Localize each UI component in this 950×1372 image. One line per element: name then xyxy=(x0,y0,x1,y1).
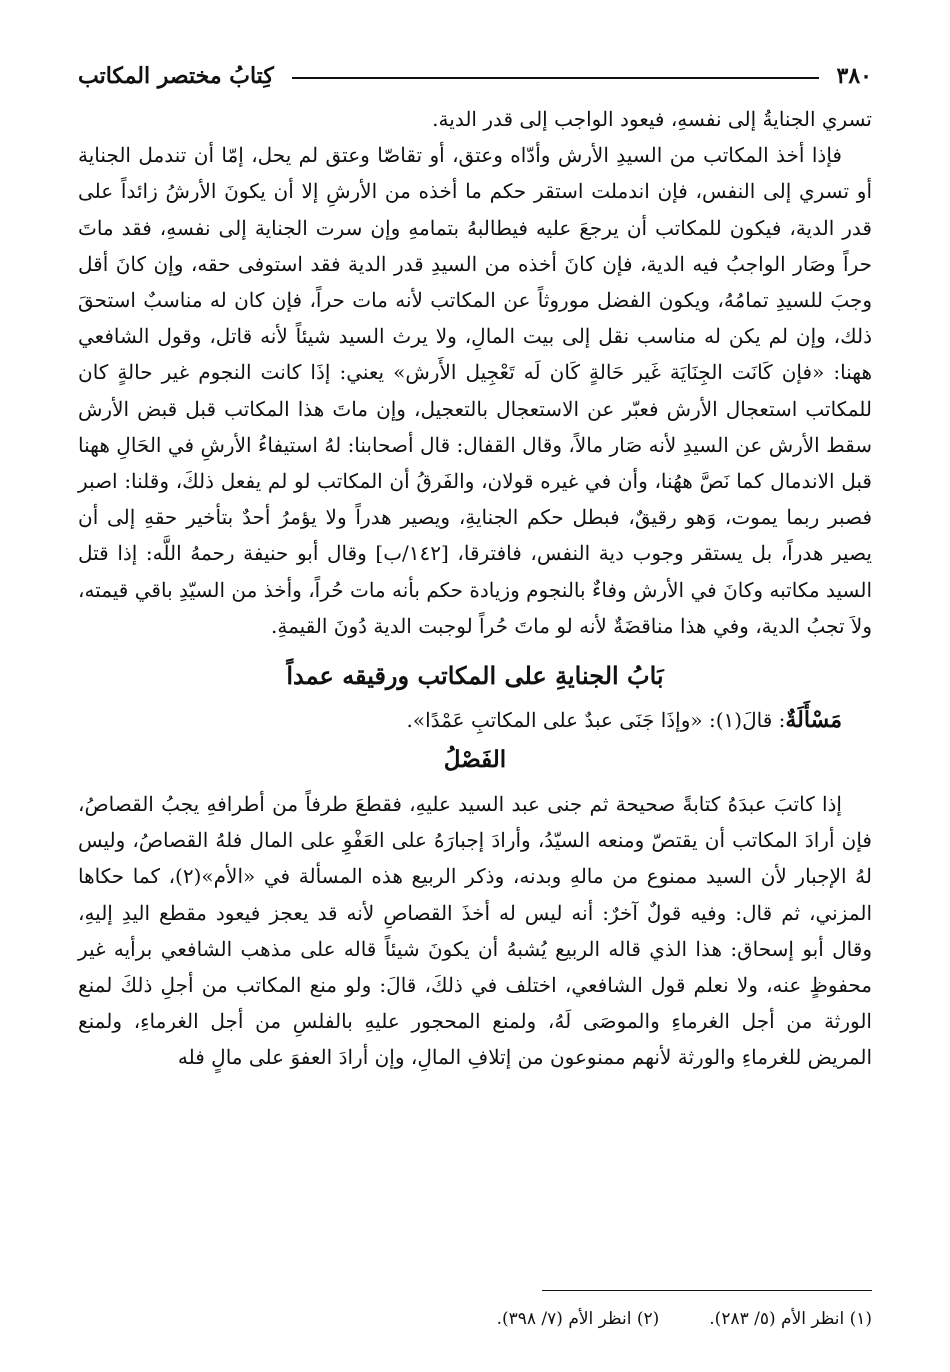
masala-line xyxy=(78,702,872,738)
section-heading: الفَصْلُ xyxy=(443,746,507,774)
paragraph-continuation: تسري الجنايةُ إلى نفسهِ، فيعود الواجب إلى قدر الدية. xyxy=(432,107,872,131)
header-rule xyxy=(292,77,819,79)
footnotes xyxy=(78,1306,872,1332)
footnote-1: (١) انظر الأم (٥/ ٢٨٣). xyxy=(709,1309,872,1329)
chapter-heading: بَابُ الجنايةِ على المكاتب ورقيقه عمداً xyxy=(286,661,664,691)
page-body xyxy=(78,101,872,1076)
footnote-rule xyxy=(542,1290,872,1291)
masala-term: مَسْأَلَةٌ xyxy=(785,707,842,734)
running-title: كِتابُ مختصر المكاتب xyxy=(78,63,274,89)
paragraph-main: فإذا أخذ المكاتب من السيدِ الأرش وأدّاه وعتق، أو تقاصّا وعتق لم يحل، إمّا أن تندمل الجناية أو تسري إلى النفس، فإن اندملت استقر حكم ما أخذه من الأرشِ إلا أن يكونَ الأرشُ زائداً على قدر الدية، فيكون للمكاتب أن يرجعَ عليه فيطالبهُ بتمامهِ وإن سرت الجناية إلى نفسهِ، فقد ماتَ حراً وصَار الواجبُ فيه الدية، فإن كانَ أخذه من السيدِ قدر الدية فقد استوفى حقه، وإن كانَ أقل وجبَ للسيدِ تمامُهُ، ويكون الفضل موروثاً عن المكاتب لأنه مات حراً، فإن كان له مناسبٌ استحقَ ذلك، وإن لم يكن له مناسب نقل إلى بيت المالِ، ولا يرث السيد شيئاً لأنه قاتل، وقول الشافعي ههنا: «فإن كَانَت الجِنَايَة غَير حَالةٍ كَان لَه تَعْجِيل الأَرش» يعني: إذَا كانت النجوم غير حالةٍ كان للمكاتب استعجال الأرش فعبّر عن الاستعجال بالتعجيل، وإن ماتَ هذا المكاتب قبل قبض الأرش سقط الأرش عن السيدِ لأنه صَار مالاً، وقال القفال: قال أصحابنا: لهُ استيفاءُ الأرشِ في الحَالِ ههنا قبل الاندمال كما نَصَّ ههُنا، وأن في غيره قولان، والفَرقُ أن المكاتب لو لم يفعل ذلكَ، وقلنا: اصبر فصبر ربما يموت، وَهو رقيقٌ، فبطل حكم الجنايةِ، ويصير هدراً ولا يؤمرُ أحدٌ بتأخير حقهِ إلى أن يصير هدراً، بل يستقر وجوب دية النفس، فافترقا، [١٤٢/ب] وقال أبو حنيفة رحمهُ اللَّه: إذا قتل السيد مكاتبه وكانَ في الأرش وفاءٌ بالنجوم وزيادة حكم بأنه مات حُراً، وأخذ من السيّدِ باقي قيمته، ولاَ تجبُ الدية، وفي هذا مناقضَةٌ لأنه لو ماتَ حُراً لوجبت الدية دُونَ القيمةِ. xyxy=(78,143,872,638)
footnote-2: (٢) انظر الأم (٧/ ٣٩٨). xyxy=(496,1309,660,1329)
masala-text: : قالَ(١): «وإذَا جَنَى عبدٌ على المكاتبِ عَمْدًا». xyxy=(406,708,786,733)
paragraph-fasl: إذا كاتبَ عبدَهُ كتابةً صحيحة ثم جنى عبد السيد عليهِ، فقطعَ طرفاً من أطرافهِ يجبُ القصاصُ، فإن أرادَ المكاتب أن يقتصّ ومنعه السيّدُ، وأرادَ إجبارَهُ على العَفْوِ على المال فلهُ القصاصُ، وليس لهُ الإجبار لأن السيد ممنوع من مالهِ وبدنه، وذكر الربيع هذه المسألة في «الأم»(٢)، كما حكاها المزني، ثم قال: وفيه قولٌ آخرٌ: أنه ليس له أخذَ القصاصِ لأنه قد يعجز فيعود مقطع اليدِ إليهِ، وقال أبو إسحاق: هذا الذي قاله الربيع يُشبهُ أن يكونَ شيئاً قاله على مذهب الشافعي برأيه غير محفوظٍ عنه، ولا نعلم قول الشافعي، اختلف في ذلكَ، قالَ: ولو منع المكاتب من أجلِ ذلكَ لمنع الورثة من أجل الغرماءِ والموصَى لَهُ، ولمنع المحجور عليهِ بالفلسِ من أجل الغرماءِ، ولمنع المريض للغرماءِ والورثة لأنهم ممنوعون من إتلافِ المالِ، وإن أرادَ العفوَ على مالٍ فله xyxy=(78,792,872,1070)
page-number: ٣٨٠ xyxy=(836,63,872,89)
page-header xyxy=(78,56,872,96)
